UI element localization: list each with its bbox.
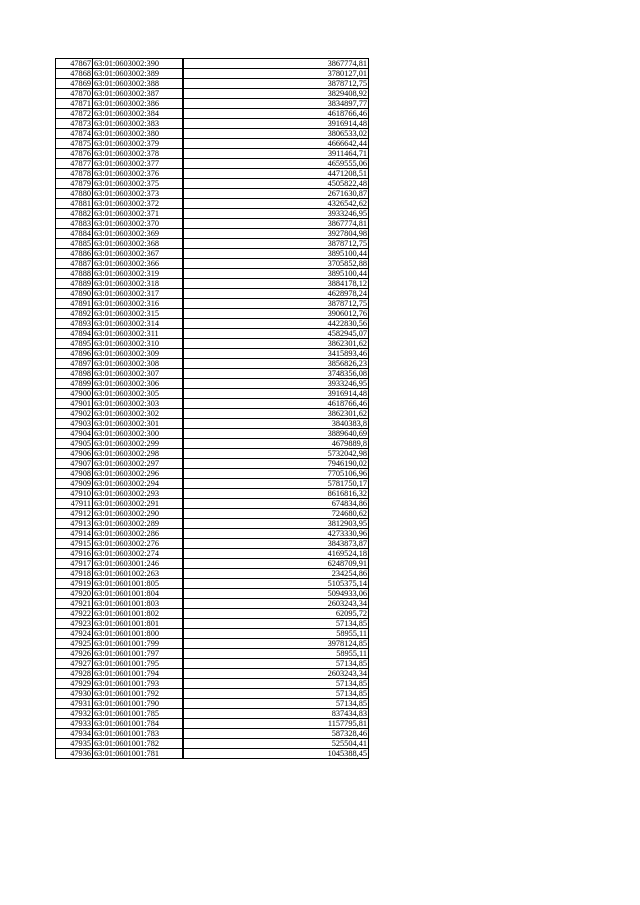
- cadastral-number-cell: 63:01:0603002:276: [93, 539, 184, 549]
- cadastral-value-cell: 4505822,48: [183, 179, 369, 189]
- row-number-cell: 47936: [56, 749, 93, 759]
- table-row: [56, 259, 369, 269]
- cadastral-value-cell: 3840383,8: [183, 419, 369, 429]
- row-number-cell: 47899: [56, 379, 93, 389]
- cadastral-number-cell: 63:01:0603002:315: [93, 309, 184, 319]
- cadastral-number-cell: 63:01:0601001:797: [93, 649, 184, 659]
- table-row: [56, 499, 369, 509]
- row-number-cell: 47897: [56, 359, 93, 369]
- table-row: [56, 249, 369, 259]
- cadastral-value-cell: 4422830,56: [183, 319, 369, 329]
- table-row: [56, 459, 369, 469]
- row-number-cell: 47904: [56, 429, 93, 439]
- row-number-cell: 47909: [56, 479, 93, 489]
- cadastral-number-cell: 63:01:0601001:803: [93, 599, 184, 609]
- cadastral-value-cell: 3812903,95: [183, 519, 369, 529]
- table-row: [56, 79, 369, 89]
- cadastral-number-cell: 63:01:0603002:317: [93, 289, 184, 299]
- cadastral-number-cell: 63:01:0601001:784: [93, 719, 184, 729]
- cadastral-number-cell: 63:01:0603002:367: [93, 249, 184, 259]
- table-row: [56, 569, 369, 579]
- table-row: [56, 729, 369, 739]
- cadastral-value-cell: 7946190,02: [183, 459, 369, 469]
- cadastral-number-cell: 63:01:0603002:290: [93, 509, 184, 519]
- cadastral-value-cell: 3933246,95: [183, 379, 369, 389]
- row-number-cell: 47896: [56, 349, 93, 359]
- cadastral-number-cell: 63:01:0603002:377: [93, 159, 184, 169]
- cadastral-number-cell: 63:01:0601001:794: [93, 669, 184, 679]
- table-row: [56, 629, 369, 639]
- row-number-cell: 47884: [56, 229, 93, 239]
- cadastral-value-cell: 3878712,75: [183, 239, 369, 249]
- table-row: [56, 699, 369, 709]
- row-number-cell: 47892: [56, 309, 93, 319]
- cadastral-number-cell: 63:01:0601002:263: [93, 569, 184, 579]
- cadastral-number-cell: 63:01:0601001:801: [93, 619, 184, 629]
- cadastral-number-cell: 63:01:0601001:790: [93, 699, 184, 709]
- cadastral-number-cell: 63:01:0603002:380: [93, 129, 184, 139]
- table-row: [56, 469, 369, 479]
- cadastral-value-cell: 3415893,46: [183, 349, 369, 359]
- cadastral-value-cell: 4628978,24: [183, 289, 369, 299]
- cadastral-value-cell: 4471208,51: [183, 169, 369, 179]
- table-row: [56, 539, 369, 549]
- cadastral-value-cell: 1157795,81: [183, 719, 369, 729]
- table-row: [56, 689, 369, 699]
- cadastral-value-cell: 3916914,48: [183, 389, 369, 399]
- cadastral-value-cell: 57134,85: [183, 679, 369, 689]
- cadastral-number-cell: 63:01:0603002:300: [93, 429, 184, 439]
- cadastral-number-cell: 63:01:0603002:383: [93, 119, 184, 129]
- cadastral-value-cell: 3862301,62: [183, 339, 369, 349]
- row-number-cell: 47911: [56, 499, 93, 509]
- cadastral-value-cell: 7705106,96: [183, 469, 369, 479]
- row-number-cell: 47903: [56, 419, 93, 429]
- row-number-cell: 47870: [56, 89, 93, 99]
- cadastral-value-cell: 3867774,81: [183, 59, 369, 69]
- cadastral-value-cell: 5094933,06: [183, 589, 369, 599]
- row-number-cell: 47912: [56, 509, 93, 519]
- cadastral-value-cell: 2603243,34: [183, 669, 369, 679]
- cadastral-number-cell: 63:01:0603002:373: [93, 189, 184, 199]
- row-number-cell: 47921: [56, 599, 93, 609]
- cadastral-number-cell: 63:01:0603002:389: [93, 69, 184, 79]
- row-number-cell: 47872: [56, 109, 93, 119]
- table-row: [56, 579, 369, 589]
- cadastral-value-cell: 5105375,14: [183, 579, 369, 589]
- row-number-cell: 47929: [56, 679, 93, 689]
- row-number-cell: 47882: [56, 209, 93, 219]
- cadastral-value-cell: 57134,85: [183, 619, 369, 629]
- cadastral-number-cell: 63:01:0603002:314: [93, 319, 184, 329]
- cadastral-value-cell: 234254,86: [183, 569, 369, 579]
- row-number-cell: 47916: [56, 549, 93, 559]
- cadastral-number-cell: 63:01:0603002:291: [93, 499, 184, 509]
- row-number-cell: 47886: [56, 249, 93, 259]
- row-number-cell: 47926: [56, 649, 93, 659]
- table-row: [56, 299, 369, 309]
- row-number-cell: 47873: [56, 119, 93, 129]
- cadastral-value-cell: 8616816,32: [183, 489, 369, 499]
- cadastral-number-cell: 63:01:0603002:307: [93, 369, 184, 379]
- cadastral-value-cell: 674834,86: [183, 499, 369, 509]
- cadastral-value-cell: 3927804,98: [183, 229, 369, 239]
- table-row: [56, 169, 369, 179]
- row-number-cell: 47931: [56, 699, 93, 709]
- table-row: [56, 269, 369, 279]
- row-number-cell: 47932: [56, 709, 93, 719]
- table-row: [56, 179, 369, 189]
- table-row: [56, 509, 369, 519]
- cadastral-number-cell: 63:01:0603002:370: [93, 219, 184, 229]
- row-number-cell: 47915: [56, 539, 93, 549]
- cadastral-number-cell: 63:01:0601001:792: [93, 689, 184, 699]
- cadastral-number-cell: 63:01:0603002:301: [93, 419, 184, 429]
- cadastral-value-cell: 3780127,01: [183, 69, 369, 79]
- cadastral-number-cell: 63:01:0601001:804: [93, 589, 184, 599]
- row-number-cell: 47923: [56, 619, 93, 629]
- cadastral-value-cell: 3806533,02: [183, 129, 369, 139]
- cadastral-value-cell: 4659555,06: [183, 159, 369, 169]
- row-number-cell: 47888: [56, 269, 93, 279]
- cadastral-value-cell: 3856826,23: [183, 359, 369, 369]
- cadastral-value-cell: 587328,46: [183, 729, 369, 739]
- cadastral-value-cell: 4169524,18: [183, 549, 369, 559]
- cadastral-number-cell: 63:01:0601001:783: [93, 729, 184, 739]
- cadastral-value-cell: 4618766,46: [183, 399, 369, 409]
- cadastral-number-cell: 63:01:0603002:388: [93, 79, 184, 89]
- cadastral-number-cell: 63:01:0603002:316: [93, 299, 184, 309]
- row-number-cell: 47900: [56, 389, 93, 399]
- table-row: [56, 719, 369, 729]
- row-number-cell: 47930: [56, 689, 93, 699]
- cadastral-value-cell: 3978124,85: [183, 639, 369, 649]
- row-number-cell: 47868: [56, 69, 93, 79]
- cadastral-value-cell: 3889640,69: [183, 429, 369, 439]
- cadastral-number-cell: 63:01:0603002:390: [93, 59, 184, 69]
- cadastral-value-cell: 3867774,81: [183, 219, 369, 229]
- table-row: [56, 229, 369, 239]
- row-number-cell: 47867: [56, 59, 93, 69]
- cadastral-value-table: [55, 58, 369, 759]
- table-row: [56, 419, 369, 429]
- table-row: [56, 209, 369, 219]
- table-row: [56, 289, 369, 299]
- row-number-cell: 47920: [56, 589, 93, 599]
- row-number-cell: 47871: [56, 99, 93, 109]
- cadastral-number-cell: 63:01:0601001:799: [93, 639, 184, 649]
- cadastral-number-cell: 63:01:0603002:274: [93, 549, 184, 559]
- cadastral-number-cell: 63:01:0603002:379: [93, 139, 184, 149]
- row-number-cell: 47877: [56, 159, 93, 169]
- table-row: [56, 519, 369, 529]
- cadastral-number-cell: 63:01:0603002:289: [93, 519, 184, 529]
- row-number-cell: 47902: [56, 409, 93, 419]
- table-row: [56, 199, 369, 209]
- cadastral-number-cell: 63:01:0601001:795: [93, 659, 184, 669]
- cadastral-number-cell: 63:01:0601001:781: [93, 749, 184, 759]
- row-number-cell: 47924: [56, 629, 93, 639]
- table-row: [56, 739, 369, 749]
- cadastral-number-cell: 63:01:0603002:297: [93, 459, 184, 469]
- table-row: [56, 529, 369, 539]
- cadastral-value-cell: 6248709,91: [183, 559, 369, 569]
- cadastral-value-cell: 3705852,88: [183, 259, 369, 269]
- cadastral-value-cell: 3878712,75: [183, 79, 369, 89]
- table-row: [56, 149, 369, 159]
- row-number-cell: 47893: [56, 319, 93, 329]
- cadastral-number-cell: 63:01:0603002:319: [93, 269, 184, 279]
- row-number-cell: 47894: [56, 329, 93, 339]
- cadastral-value-cell: 62095,72: [183, 609, 369, 619]
- cadastral-value-cell: 3862301,62: [183, 409, 369, 419]
- cadastral-value-cell: 3895100,44: [183, 249, 369, 259]
- table-row: [56, 349, 369, 359]
- row-number-cell: 47878: [56, 169, 93, 179]
- row-number-cell: 47869: [56, 79, 93, 89]
- table-row: [56, 239, 369, 249]
- cadastral-number-cell: 63:01:0603002:303: [93, 399, 184, 409]
- cadastral-number-cell: 63:01:0603002:386: [93, 99, 184, 109]
- table-row: [56, 99, 369, 109]
- cadastral-value-cell: 57134,85: [183, 689, 369, 699]
- table-row: [56, 369, 369, 379]
- table-row: [56, 139, 369, 149]
- table-row: [56, 589, 369, 599]
- cadastral-number-cell: 63:01:0601001:800: [93, 629, 184, 639]
- cadastral-value-cell: 525504,41: [183, 739, 369, 749]
- cadastral-number-cell: 63:01:0601001:802: [93, 609, 184, 619]
- table-row: [56, 669, 369, 679]
- row-number-cell: 47876: [56, 149, 93, 159]
- row-number-cell: 47901: [56, 399, 93, 409]
- row-number-cell: 47874: [56, 129, 93, 139]
- row-number-cell: 47907: [56, 459, 93, 469]
- cadastral-value-cell: 4679889,8: [183, 439, 369, 449]
- table-row: [56, 339, 369, 349]
- row-number-cell: 47918: [56, 569, 93, 579]
- cadastral-number-cell: 63:01:0601001:785: [93, 709, 184, 719]
- row-number-cell: 47933: [56, 719, 93, 729]
- row-number-cell: 47919: [56, 579, 93, 589]
- cadastral-number-cell: 63:01:0603002:293: [93, 489, 184, 499]
- cadastral-number-cell: 63:01:0603002:372: [93, 199, 184, 209]
- cadastral-value-cell: 4582945,07: [183, 329, 369, 339]
- row-number-cell: 47875: [56, 139, 93, 149]
- table-row: [56, 619, 369, 629]
- table-row: [56, 389, 369, 399]
- cadastral-number-cell: 63:01:0603002:378: [93, 149, 184, 159]
- row-number-cell: 47910: [56, 489, 93, 499]
- row-number-cell: 47934: [56, 729, 93, 739]
- cadastral-number-cell: 63:01:0601001:793: [93, 679, 184, 689]
- table-row: [56, 329, 369, 339]
- cadastral-number-cell: 63:01:0603002:387: [93, 89, 184, 99]
- table-row: [56, 399, 369, 409]
- cadastral-value-cell: 4326542,62: [183, 199, 369, 209]
- table-row: [56, 279, 369, 289]
- cadastral-value-cell: 2603243,34: [183, 599, 369, 609]
- table-row: [56, 109, 369, 119]
- table-row: [56, 59, 369, 69]
- row-number-cell: 47908: [56, 469, 93, 479]
- table-row: [56, 89, 369, 99]
- cadastral-value-cell: 4618766,46: [183, 109, 369, 119]
- table-row: [56, 449, 369, 459]
- cadastral-value-cell: 3834897,77: [183, 99, 369, 109]
- cadastral-value-cell: 1045388,45: [183, 749, 369, 759]
- row-number-cell: 47928: [56, 669, 93, 679]
- cadastral-number-cell: 63:01:0603002:310: [93, 339, 184, 349]
- table-row: [56, 69, 369, 79]
- row-number-cell: 47881: [56, 199, 93, 209]
- cadastral-number-cell: 63:01:0603002:299: [93, 439, 184, 449]
- cadastral-value-cell: 57134,85: [183, 699, 369, 709]
- table-row: [56, 309, 369, 319]
- row-number-cell: 47927: [56, 659, 93, 669]
- cadastral-value-cell: 724680,62: [183, 509, 369, 519]
- cadastral-number-cell: 63:01:0603002:296: [93, 469, 184, 479]
- cadastral-number-cell: 63:01:0603002:368: [93, 239, 184, 249]
- cadastral-number-cell: 63:01:0603002:384: [93, 109, 184, 119]
- row-number-cell: 47898: [56, 369, 93, 379]
- table-row: [56, 319, 369, 329]
- table-row: [56, 639, 369, 649]
- cadastral-value-cell: 4666642,44: [183, 139, 369, 149]
- table-row: [56, 749, 369, 759]
- cadastral-value-cell: 3878712,75: [183, 299, 369, 309]
- table-row: [56, 429, 369, 439]
- cadastral-number-cell: 63:01:0603002:302: [93, 409, 184, 419]
- row-number-cell: 47935: [56, 739, 93, 749]
- row-number-cell: 47889: [56, 279, 93, 289]
- table-row: [56, 439, 369, 449]
- cadastral-number-cell: 63:01:0603002:369: [93, 229, 184, 239]
- table-row: [56, 119, 369, 129]
- row-number-cell: 47883: [56, 219, 93, 229]
- table-row: [56, 129, 369, 139]
- cadastral-number-cell: 63:01:0603002:298: [93, 449, 184, 459]
- cadastral-value-cell: 58955,11: [183, 629, 369, 639]
- cadastral-number-cell: 63:01:0601001:805: [93, 579, 184, 589]
- row-number-cell: 47880: [56, 189, 93, 199]
- table-row: [56, 219, 369, 229]
- cadastral-number-cell: 63:01:0603002:308: [93, 359, 184, 369]
- row-number-cell: 47914: [56, 529, 93, 539]
- cadastral-value-cell: 2671630,87: [183, 189, 369, 199]
- table-row: [56, 489, 369, 499]
- row-number-cell: 47895: [56, 339, 93, 349]
- cadastral-number-cell: 63:01:0603002:376: [93, 169, 184, 179]
- table-row: [56, 599, 369, 609]
- cadastral-value-cell: 3906012,76: [183, 309, 369, 319]
- cadastral-number-cell: 63:01:0603002:305: [93, 389, 184, 399]
- row-number-cell: 47925: [56, 639, 93, 649]
- row-number-cell: 47879: [56, 179, 93, 189]
- cadastral-number-cell: 63:01:0603002:318: [93, 279, 184, 289]
- cadastral-value-cell: 3911464,71: [183, 149, 369, 159]
- cadastral-number-cell: 63:01:0603002:366: [93, 259, 184, 269]
- cadastral-value-cell: 3933246,95: [183, 209, 369, 219]
- row-number-cell: 47922: [56, 609, 93, 619]
- row-number-cell: 47906: [56, 449, 93, 459]
- table-row: [56, 409, 369, 419]
- table-row: [56, 679, 369, 689]
- cadastral-number-cell: 63:01:0603002:294: [93, 479, 184, 489]
- cadastral-value-cell: 837434,83: [183, 709, 369, 719]
- cadastral-number-cell: 63:01:0603002:371: [93, 209, 184, 219]
- cadastral-number-cell: 63:01:0603001:246: [93, 559, 184, 569]
- table-row: [56, 649, 369, 659]
- row-number-cell: 47905: [56, 439, 93, 449]
- table-row: [56, 609, 369, 619]
- table-body: [56, 59, 369, 759]
- row-number-cell: 47885: [56, 239, 93, 249]
- cadastral-value-cell: 3895100,44: [183, 269, 369, 279]
- table-row: [56, 379, 369, 389]
- cadastral-number-cell: 63:01:0603002:286: [93, 529, 184, 539]
- table-row: [56, 659, 369, 669]
- cadastral-value-cell: 3884178,12: [183, 279, 369, 289]
- cadastral-value-cell: 3916914,48: [183, 119, 369, 129]
- row-number-cell: 47913: [56, 519, 93, 529]
- cadastral-number-cell: 63:01:0601001:782: [93, 739, 184, 749]
- table-row: [56, 189, 369, 199]
- row-number-cell: 47887: [56, 259, 93, 269]
- table-row: [56, 479, 369, 489]
- row-number-cell: 47890: [56, 289, 93, 299]
- cadastral-number-cell: 63:01:0603002:309: [93, 349, 184, 359]
- row-number-cell: 47891: [56, 299, 93, 309]
- cadastral-number-cell: 63:01:0603002:311: [93, 329, 184, 339]
- cadastral-value-cell: 3843873,87: [183, 539, 369, 549]
- cadastral-number-cell: 63:01:0603002:375: [93, 179, 184, 189]
- table-row: [56, 159, 369, 169]
- table-row: [56, 359, 369, 369]
- table-row: [56, 549, 369, 559]
- cadastral-value-cell: 5732042,98: [183, 449, 369, 459]
- cadastral-number-cell: 63:01:0603002:306: [93, 379, 184, 389]
- cadastral-value-cell: 5781750,17: [183, 479, 369, 489]
- cadastral-value-cell: 58955,11: [183, 649, 369, 659]
- table-row: [56, 559, 369, 569]
- cadastral-value-cell: 4273330,96: [183, 529, 369, 539]
- row-number-cell: 47917: [56, 559, 93, 569]
- cadastral-value-cell: 3748356,08: [183, 369, 369, 379]
- cadastral-value-cell: 57134,85: [183, 659, 369, 669]
- table-row: [56, 709, 369, 719]
- cadastral-value-cell: 3829408,92: [183, 89, 369, 99]
